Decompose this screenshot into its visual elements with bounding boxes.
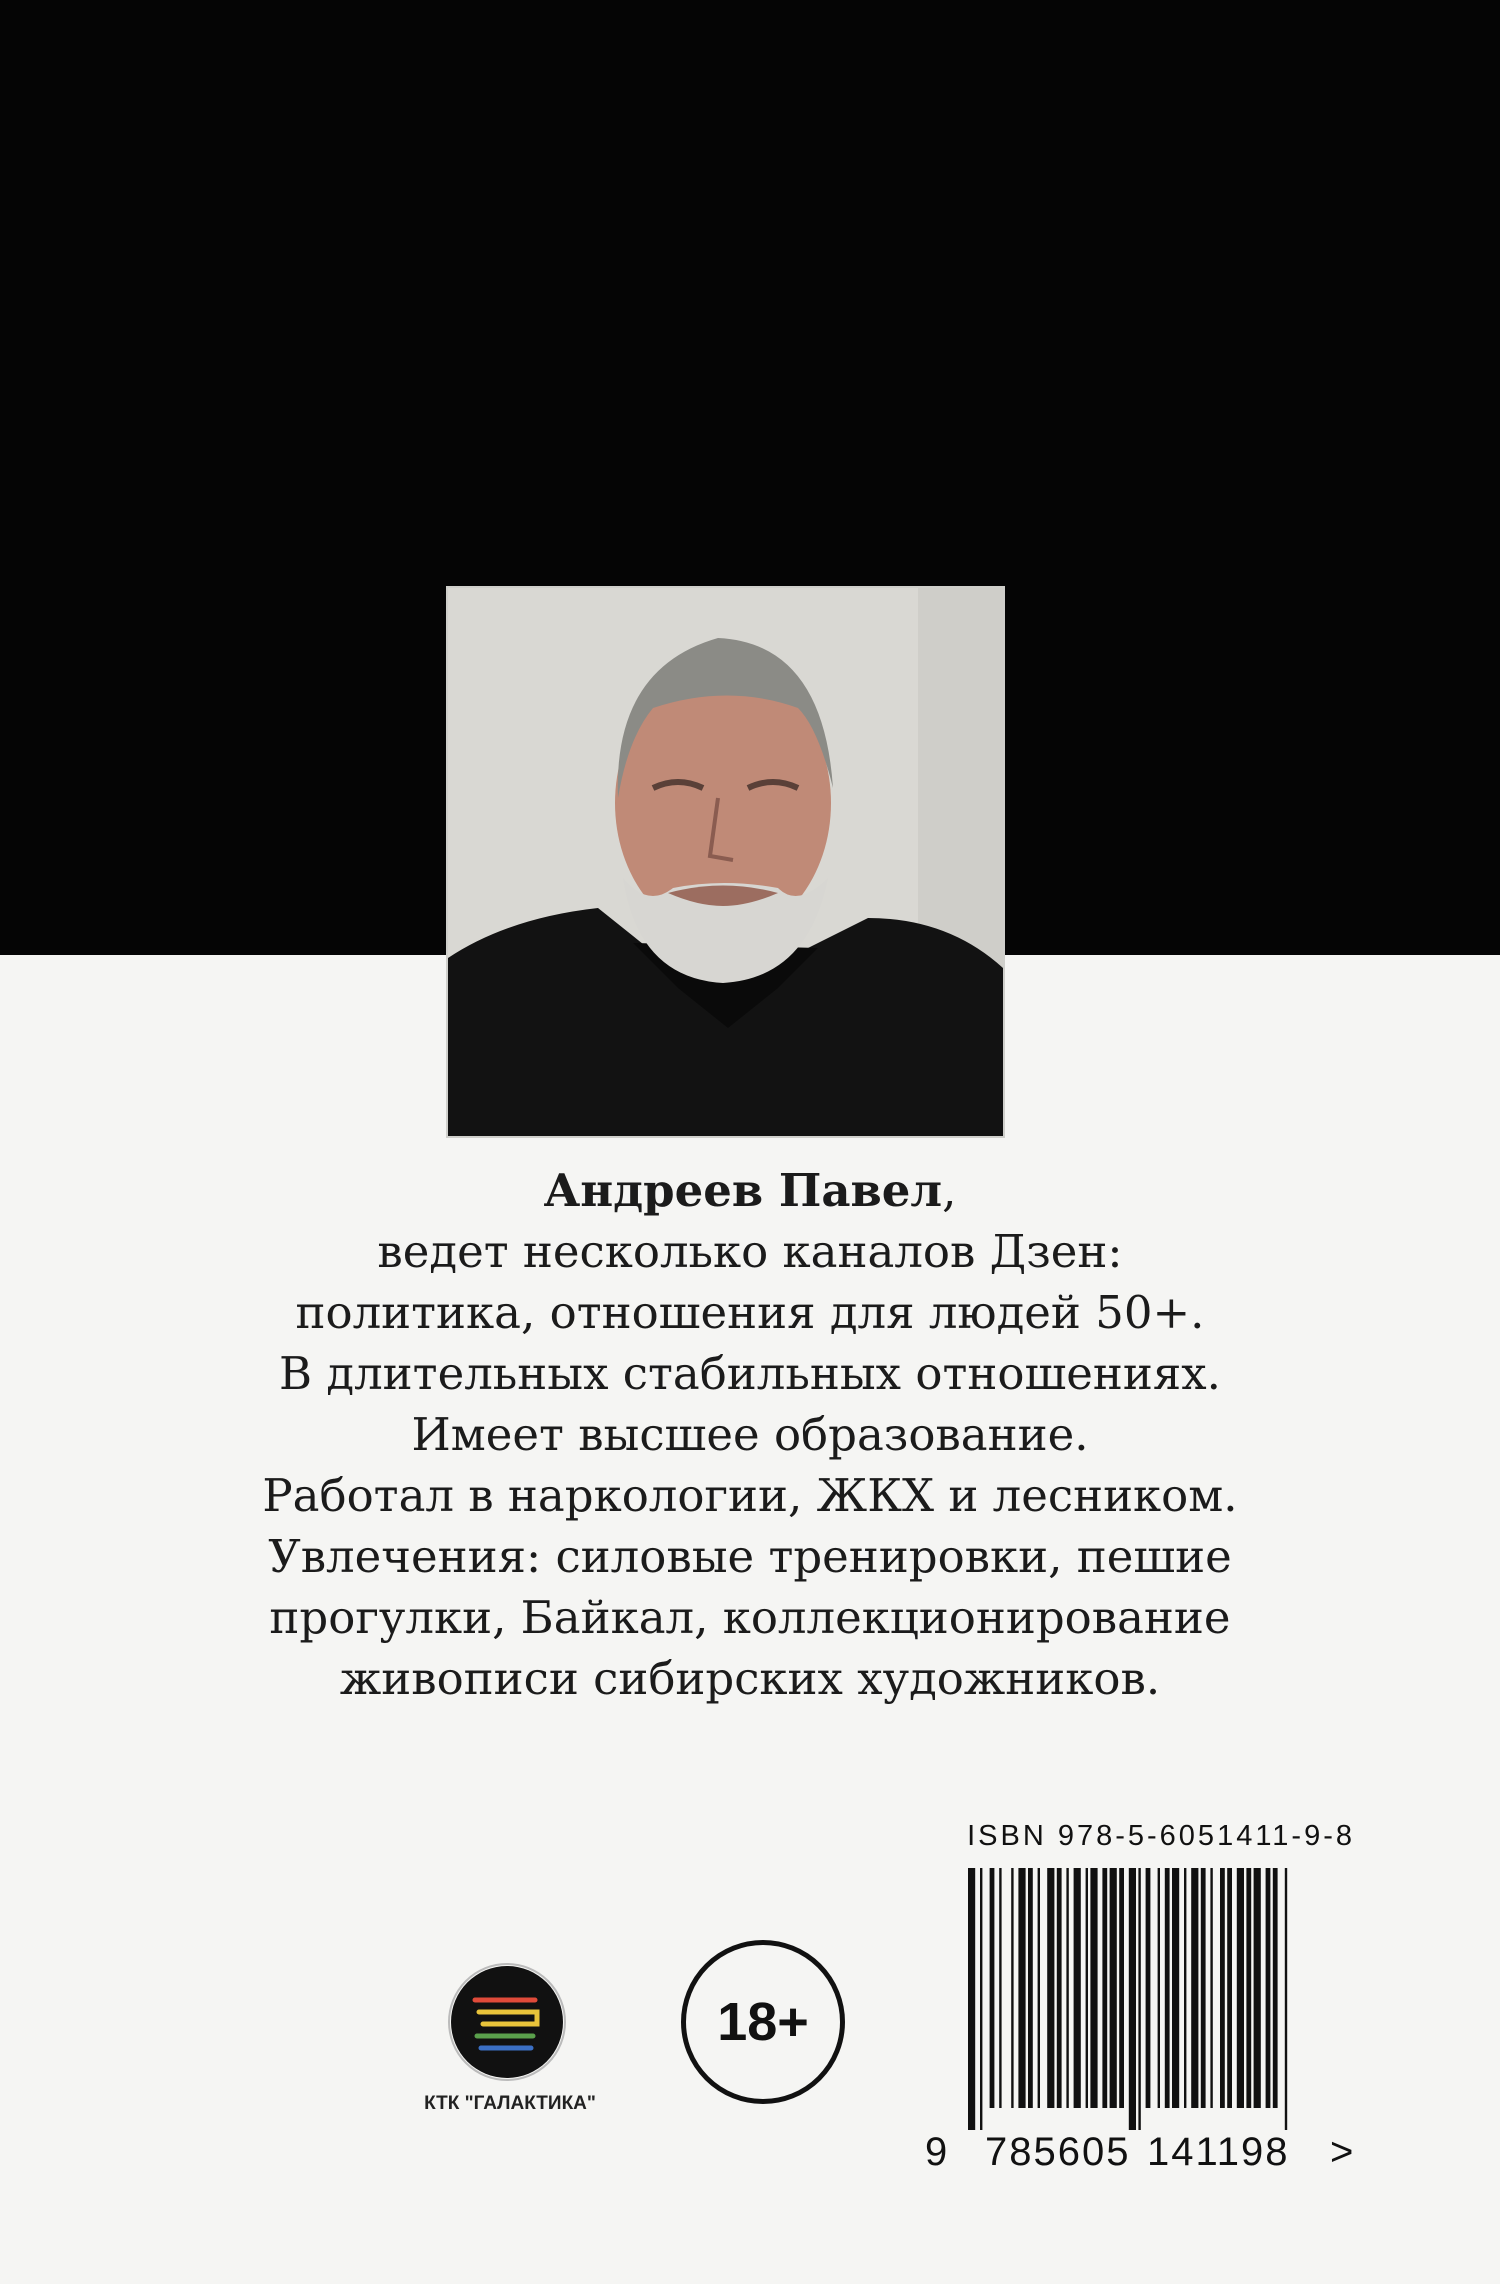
barcode-bar bbox=[1011, 1868, 1013, 2108]
bio-line: Работал в наркологии, ЖКХ и лесником. bbox=[262, 1469, 1238, 1522]
barcode-bar bbox=[1227, 1868, 1232, 2108]
barcode-bar bbox=[980, 1868, 982, 2130]
barcode-bar bbox=[1138, 1868, 1140, 2130]
barcode-digit-lead: 9 bbox=[925, 2130, 950, 2174]
barcode-bar bbox=[1119, 1868, 1124, 2108]
barcode-digits-left: 785605 bbox=[985, 2130, 1131, 2174]
barcode-bar bbox=[1146, 1868, 1151, 2108]
barcode-bar bbox=[1090, 1868, 1097, 2108]
barcode-bar bbox=[968, 1868, 975, 2130]
age-rating: 18+ bbox=[717, 1992, 809, 2052]
author-name-line bbox=[140, 1160, 1360, 1221]
barcode-bar bbox=[1102, 1868, 1107, 2108]
barcode-bar bbox=[1246, 1868, 1251, 2108]
barcode-bar bbox=[1066, 1868, 1068, 2108]
barcode-bar bbox=[1074, 1868, 1081, 2108]
barcode-bar bbox=[1273, 1868, 1278, 2108]
age-rating-badge bbox=[681, 1940, 845, 2104]
isbn-label: ISBN 978-5-6051411-9-8 bbox=[967, 1820, 1355, 1852]
barcode-bar bbox=[1129, 1868, 1136, 2130]
barcode-bar bbox=[1201, 1868, 1206, 2108]
bio-line: Увлечения: силовые тренировки, пешие bbox=[268, 1530, 1232, 1583]
barcode-bar bbox=[1266, 1868, 1271, 2108]
barcode-digits-right: 141198 bbox=[1147, 2130, 1290, 2174]
barcode-bar bbox=[1018, 1868, 1025, 2108]
barcode-bar bbox=[1220, 1868, 1225, 2108]
bio-line: политика, отношения для людей 50+. bbox=[295, 1286, 1205, 1339]
barcode-bar bbox=[1028, 1868, 1033, 2108]
bio-line: ведет несколько каналов Дзен: bbox=[377, 1225, 1123, 1278]
publisher-name: КТК "ГАЛАКТИКА" bbox=[424, 2093, 596, 2114]
author-name-suffix: , bbox=[942, 1164, 957, 1217]
barcode-digits-arrow: > bbox=[1330, 2130, 1356, 2174]
barcode-bar bbox=[1285, 1868, 1287, 2130]
barcode-bar bbox=[1047, 1868, 1054, 2108]
barcode-bar bbox=[1191, 1868, 1198, 2108]
barcode-bar bbox=[1038, 1868, 1040, 2108]
author-bio bbox=[140, 1160, 1360, 1709]
barcode bbox=[968, 1868, 1330, 2130]
barcode-bar bbox=[1158, 1868, 1160, 2108]
barcode-bar bbox=[990, 1868, 995, 2108]
bio-line: живописи сибирских художников. bbox=[339, 1652, 1161, 1705]
author-photo bbox=[448, 588, 1003, 1136]
bio-line: Имеет высшее образование. bbox=[411, 1408, 1089, 1461]
barcode-bar bbox=[1086, 1868, 1088, 2108]
publisher-logo bbox=[447, 1962, 567, 2082]
bio-line: В длительных стабильных отношениях. bbox=[279, 1347, 1221, 1400]
barcode-bar bbox=[1184, 1868, 1186, 2108]
barcode-bar bbox=[999, 1868, 1001, 2108]
barcode-bar bbox=[1210, 1868, 1212, 2108]
barcode-bar bbox=[1237, 1868, 1244, 2108]
barcode-bar bbox=[1165, 1868, 1170, 2108]
barcode-bar bbox=[1254, 1868, 1261, 2108]
barcode-bar bbox=[1110, 1868, 1117, 2108]
barcode-bar bbox=[1057, 1868, 1062, 2108]
bio-line: прогулки, Байкал, коллекционирование bbox=[269, 1591, 1231, 1644]
barcode-bar bbox=[1172, 1868, 1179, 2108]
author-name: Андреев Павел bbox=[543, 1164, 943, 1217]
